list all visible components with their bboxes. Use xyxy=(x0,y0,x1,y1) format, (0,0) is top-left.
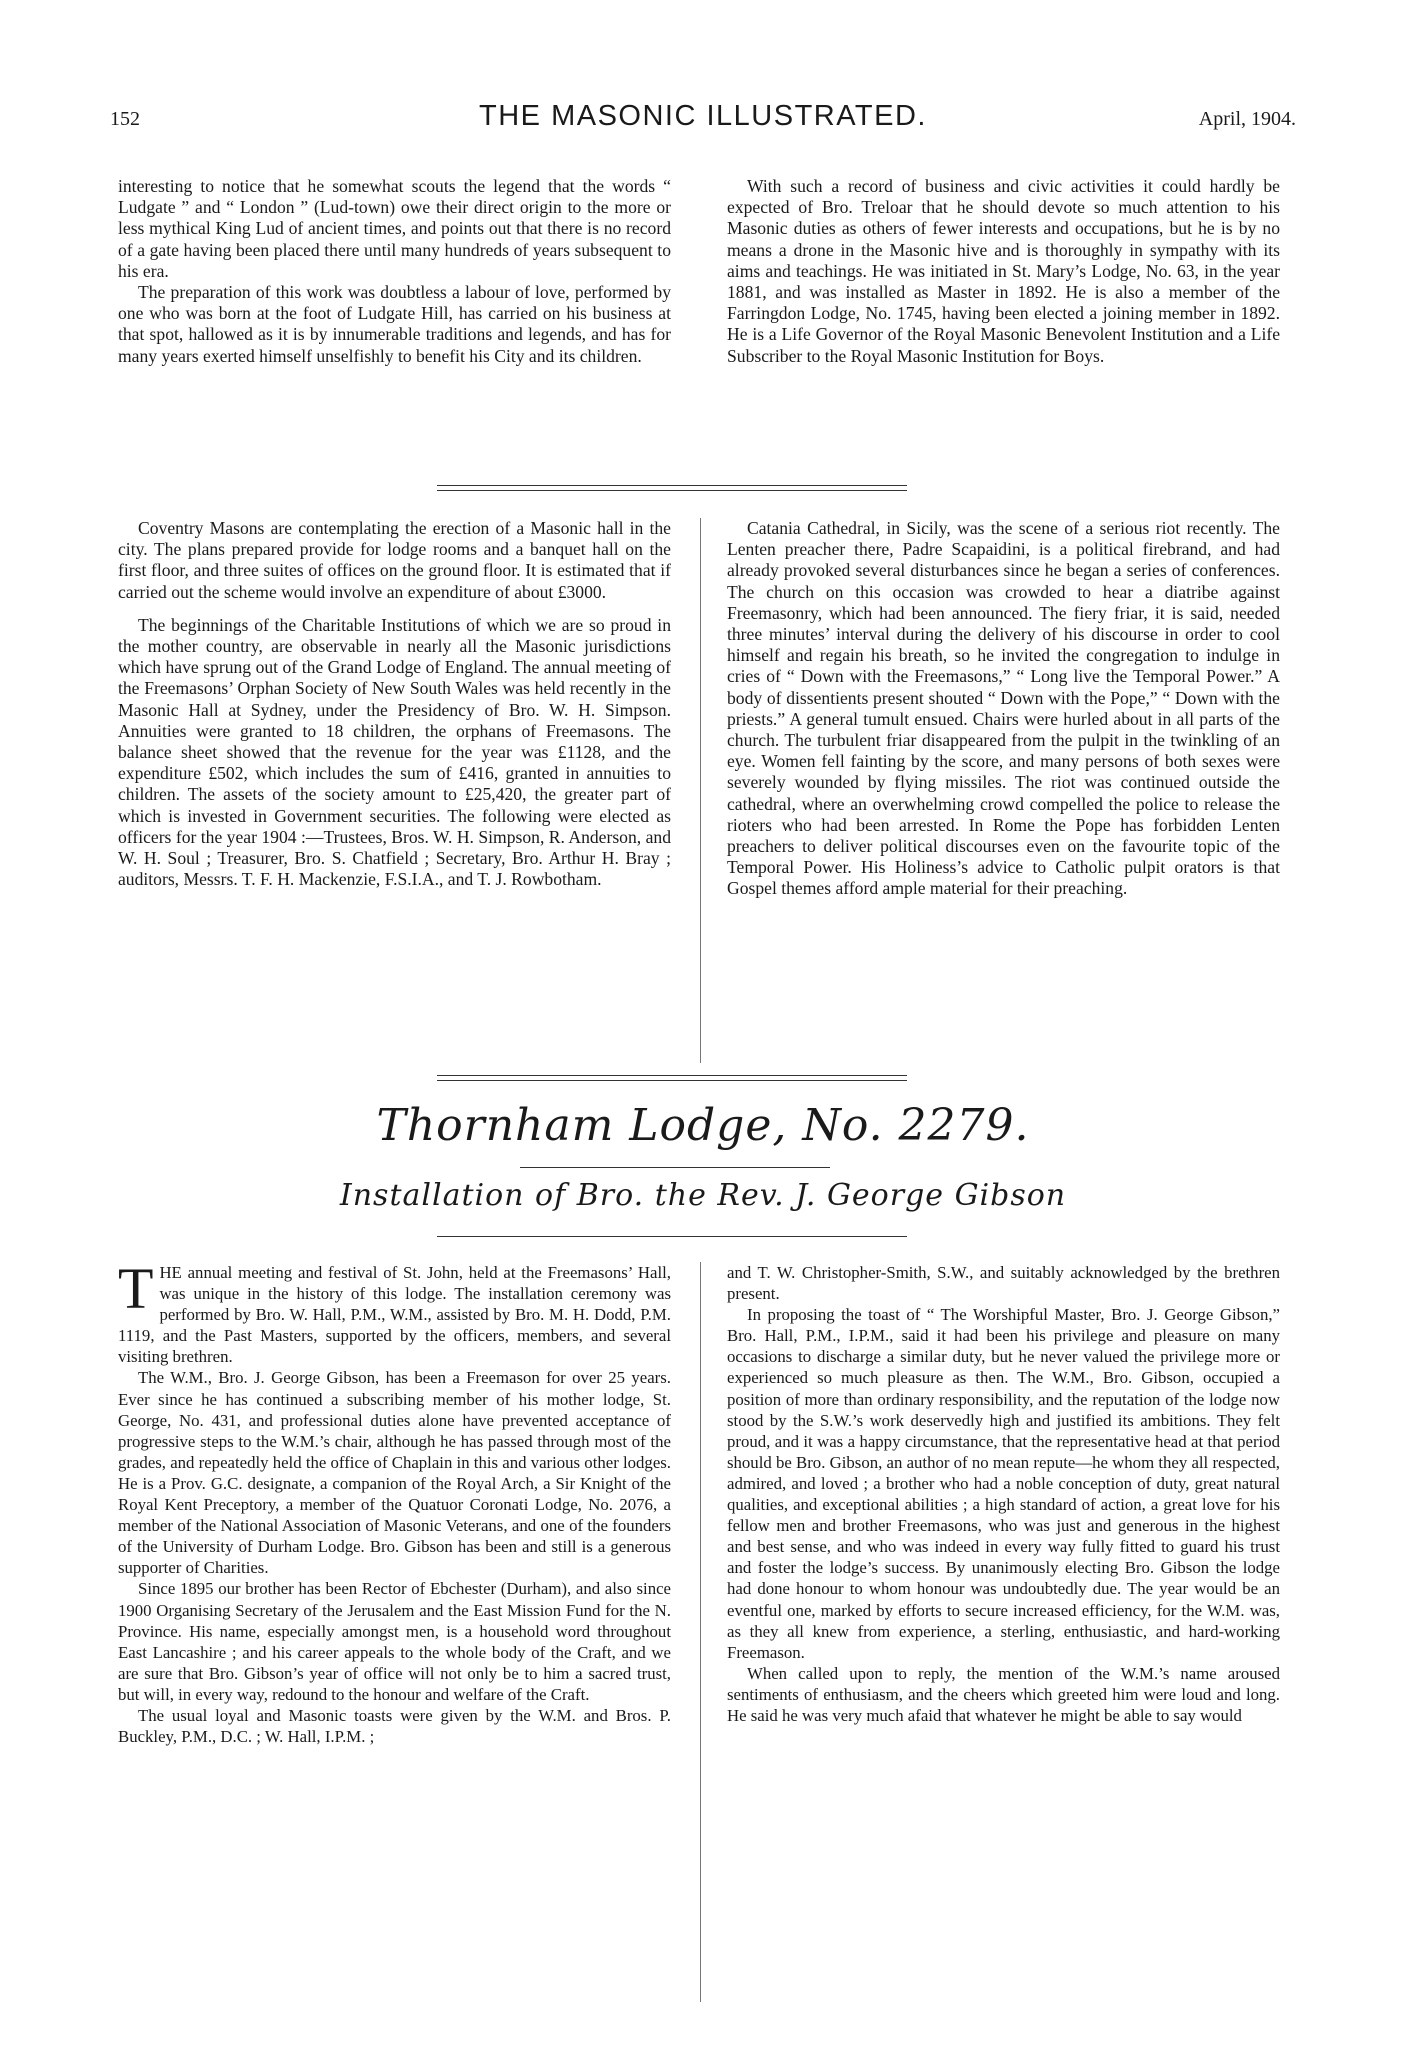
section-divider xyxy=(437,1075,907,1076)
section-divider xyxy=(437,490,907,491)
page-header xyxy=(110,100,1296,140)
column-rule xyxy=(700,1262,701,2002)
paragraph: interesting to notice that he somewhat scouts the legend that the words “ Ludgate ” and “ London ” (Lud-town) owe their direct origin to the more or less mythical King Lud of ancient times, and points out that there is no record of a gate having been placed there until many hundreds of years subsequent to his era. xyxy=(118,176,671,281)
masthead: THE MASONIC ILLUSTRATED. xyxy=(479,100,927,132)
column-rule xyxy=(700,518,701,1063)
paragraph xyxy=(118,1256,671,1367)
title-rule xyxy=(520,1167,830,1168)
section1-left-column xyxy=(118,176,671,367)
title-rule xyxy=(437,1236,907,1237)
paragraph-text: HE annual meeting and festival of St. John, held at the Freemasons’ Hall, was unique in the history of this lodge. The installation ceremony was performed by Bro. W. Hall, P.M., W.M., assisted by Bro. M. H. Dodd, P.M. 1119, and the Past Masters, supported by the officers, members, and several visiting brethren. xyxy=(118,1263,671,1367)
paragraph: With such a record of business and civic activities it could hardly be expected of Bro. Treloar that he should devote so much attention to his Masonic duties as others of fewer interests and occupations, but he is by no means a drone in the Masonic hive and is thoroughly in sympathy with its aims and teachings. He was initiated in St. Mary’s Lodge, No. 63, in the year 1881, and was installed as Master in 1892. He is also a member of the Farringdon Lodge, No. 1745, having been elected a joining member in 1892. He is a Life Governor of the Royal Masonic Benevolent Institution and a Life Subscriber to the Royal Masonic Institution for Boys. xyxy=(727,176,1280,366)
section2-right-column xyxy=(727,518,1280,900)
section-divider xyxy=(437,485,907,486)
paragraph: The preparation of this work was doubtless a labour of love, performed by one who was born at the foot of Ludgate Hill, has carried on his business at that spot, hallowed as it is by innumerable traditions and legends, and has for many years exerted himself unselfishly to benefit his City and its children. xyxy=(118,282,671,366)
page-number: 152 xyxy=(110,108,140,130)
paragraph: Catania Cathedral, in Sicily, was the scene of a serious riot recently. The Lenten preacher there, Padre Scapaidini, is a political firebrand, and had already provoked several disturbances since he began a series of conferences. The church on this occasion was crowded to hear a diatribe against Freemasonry, which had been announced. The fiery friar, it is said, needed three minutes’ interval during the delivery of his discourse in order to cool himself and regain his breath, so he invited the congregation to indulge in cries of “ Down with the Freemasons,” “ Long live the Temporal Power.” A body of dissentients present shouted “ Down with the Pope,” “ Down with the priests.” A general tumult ensued. Chairs were hurled about in all parts of the church. The turbulent friar disappeared from the pulpit in the twinkling of an eye. Women fell fainting by the score, and many persons of both sexes were severely wounded by flying missiles. The riot was continued outside the cathedral, where an overwhelming crowd compelled the police to release the rioters who had been arrested. In Rome the Pope has forbidden Lenten preachers to deliver political discourses even on the favourite topic of the Temporal Power. His Holiness’s advice to Catholic pulpit orators is that Gospel themes afford ample material for their preaching. xyxy=(727,518,1280,899)
paragraph: and T. W. Christopher-Smith, S.W., and suitably acknowledged by the brethren present. xyxy=(727,1263,1280,1304)
issue-date: April, 1904. xyxy=(1198,108,1296,130)
article-left-column xyxy=(118,1256,671,1747)
paragraph: In proposing the toast of “ The Worshipful Master, Bro. J. George Gibson,” Bro. Hall, P.M., I.P.M., said it had been his privilege and pleasure on many occasions to discharge a similar duty, but he never valued the privilege more or experienced so much pleasure as then. The W.M., Bro. Gibson, occupied a position of more than ordinary responsibility, and the reputation of the lodge now stood by the S.W.’s work deservedly high and justified its ambitions. They felt proud, and it was a happy circumstance, that the representative head at that period should be Bro. Gibson, an author of no mean repute—he whom they all respected, admired, and loved ; a brother who had a noble conception of duty, great natural qualities, and exceptional abilities ; a high standard of action, a great love for his fellow men and brother Freemasons, who was just and generous in the highest and best sense, and who was indeed in every way fully fitted to guard his trust and foster the lodge’s success. By unanimously electing Bro. Gibson the lodge had done honour to whom honour was undoubtedly due. The year would be an eventful one, marked by efforts to secure increased efficiency, for the W.M. was, as they all knew from experience, a sterling, enthusiastic, and hard-working Freemason. xyxy=(727,1305,1280,1662)
section1-right-column xyxy=(727,176,1280,367)
article-title: Thornham Lodge, No. 2279. xyxy=(376,1100,1030,1151)
article-subtitle: Installation of Bro. the Rev. J. George Gibson xyxy=(339,1178,1067,1213)
paragraph: The usual loyal and Masonic toasts were given by the W.M. and Bros. P. Buckley, P.M., D.C. ; W. Hall, I.P.M. ; xyxy=(118,1705,671,1747)
paragraph: The W.M., Bro. J. George Gibson, has been a Freemason for over 25 years. Ever since he has continued a subscribing member of his mother lodge, St. George, No. 431, and professional duties alone have prevented acceptance of progressive steps to the W.M.’s chair, although he has passed through most of the grades, and repeatedly held the office of Chaplain in this and various other lodges. He is a Prov. G.C. designate, a companion of the Royal Arch, a Sir Knight of the Royal Kent Preceptory, a member of the Quatuor Coronati Lodge, No. 2076, a member of the National Association of Masonic Veterans, and one of the founders of the University of Durham Lodge. Bro. Gibson has been and still is a generous supporter of Charities. xyxy=(118,1368,671,1578)
paragraph: Since 1895 our brother has been Rector of Ebchester (Durham), and also since 1900 Organising Secretary of the Jerusalem and the East Mission Fund for the N. Province. His name, especially amongst men, is a household word throughout East Lancashire ; and his career appeals to the whole body of the Craft, and we are sure that Bro. Gibson’s year of office will not only be to him a sacred trust, but will, in every way, redound to the honour and welfare of the Craft. xyxy=(118,1579,671,1704)
drop-cap: T xyxy=(118,1256,154,1321)
section-divider xyxy=(437,1080,907,1081)
paragraph: The beginnings of the Charitable Institutions of which we are so proud in the mother country, are observable in nearly all the Masonic jurisdictions which have sprung out of the Grand Lodge of England. The annual meeting of the Freemasons’ Orphan Society of New South Wales was held recently in the Masonic Hall at Sydney, under the Presidency of Bro. W. H. Simpson. Annuities were granted to 18 children, the orphans of Freemasons. The balance sheet showed that the revenue for the year was £1128, and the expenditure £502, which includes the sum of £416, granted in annuities to children. The assets of the society amount to £25,420, the greater part of which is invested in Government securities. The following were elected as officers for the year 1904 :—Trustees, Bros. W. H. Simpson, R. Anderson, and W. H. Soul ; Treasurer, Bro. S. Chatfield ; Secretary, Bro. Arthur H. Bray ; auditors, Messrs. T. F. H. Mackenzie, F.S.I.A., and T. J. Rowbotham. xyxy=(118,614,671,890)
section2-left-column xyxy=(118,518,671,890)
article-right-column xyxy=(727,1262,1280,1726)
paragraph: Coventry Masons are contemplating the erection of a Masonic hall in the city. The plans prepared provide for lodge rooms and a banquet hall on the first floor, and three suites of offices on the ground floor. It is estimated that if carried out the scheme would involve an expenditure of about £3000. xyxy=(118,518,671,602)
paragraph: When called upon to reply, the mention of the W.M.’s name aroused sentiments of enthusiasm, and the cheers which greeted him were loud and long. He said he was very much afaid that whatever he might be able to say would xyxy=(727,1663,1280,1725)
